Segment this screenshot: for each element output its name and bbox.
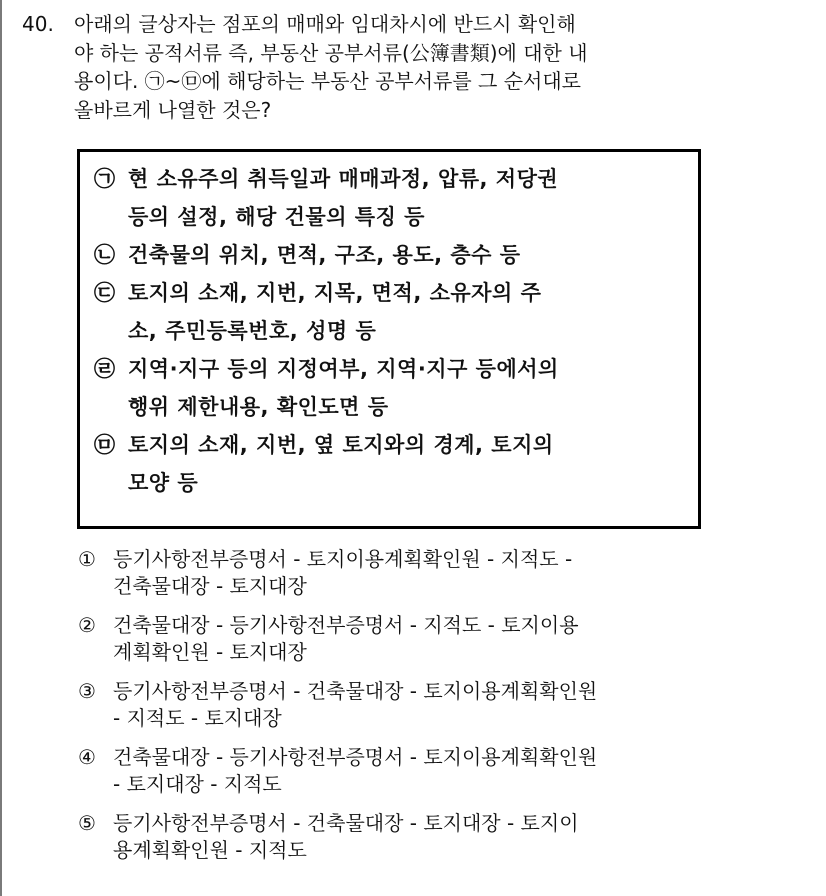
option-text [113,810,818,864]
box-item-line: 등의 설정, 해당 건물의 특징 등 [128,205,425,229]
question-stem-line: 용이다. ㉠~㉤에 해당하는 부동산 공부서류를 그 순서대로 [74,69,581,93]
option-line: 건축물대장 - 등기사항전부증명서 - 지적도 - 토지이용 [113,613,579,637]
box-item-line: 소, 주민등록번호, 성명 등 [128,319,377,343]
circled-giyeok-marker: ㉠ [94,167,116,191]
option-line: 용계획확인원 - 지적도 [113,838,307,862]
option-line: 등기사항전부증명서 - 토지이용계획확인원 - 지적도 - [113,547,573,571]
box-item-mieum [94,426,554,502]
left-margin-rule [0,0,2,896]
box-item-line: 토지의 소재, 지번, 지목, 면적, 소유자의 주 [128,281,542,305]
option-1[interactable] [78,546,818,600]
option-line: - 토지대장 - 지적도 [113,772,282,796]
option-line: 건축물대장 - 등기사항전부증명서 - 토지이용계획확인원 [113,745,598,769]
option-text [113,678,818,732]
circled-five-marker: ⑤ [78,811,96,835]
option-5[interactable] [78,810,818,864]
box-item-rieul [94,350,559,426]
question-number: 40. [22,12,54,36]
box-item-line: 모양 등 [128,471,199,495]
option-text [113,546,818,600]
answer-options [78,546,818,876]
box-item-text [128,160,558,236]
option-text [113,612,818,666]
option-3[interactable] [78,678,818,732]
question-stem [74,10,802,124]
option-line: 등기사항전부증명서 - 건축물대장 - 토지대장 - 토지이 [113,811,579,835]
box-item-line: 토지의 소재, 지번, 옆 토지와의 경계, 토지의 [128,433,554,457]
option-line: 등기사항전부증명서 - 건축물대장 - 토지이용계획확인원 [113,679,598,703]
box-item-line: 건축물의 위치, 면적, 구조, 용도, 층수 등 [128,243,521,267]
circled-three-marker: ③ [78,679,96,703]
option-line: - 지적도 - 토지대장 [113,706,282,730]
option-4[interactable] [78,744,818,798]
circled-nieun-marker: ㉡ [94,243,116,267]
question [22,10,802,124]
box-item-digeut [94,274,541,350]
box-item-giyeok [94,160,558,236]
circled-one-marker: ① [78,547,96,571]
box-item-line: 현 소유주의 취득일과 매매과정, 압류, 저당권 [128,167,559,191]
circled-two-marker: ② [78,613,96,637]
box-item-text [128,350,559,426]
question-stem-line: 아래의 글상자는 점포의 매매와 임대차시에 반드시 확인해 [74,12,576,36]
box-item-line: 행위 제한내용, 확인도면 등 [128,395,389,419]
circled-four-marker: ④ [78,745,96,769]
option-line: 계획확인원 - 토지대장 [113,640,307,664]
option-line: 건축물대장 - 토지대장 [113,574,307,598]
circled-digeut-marker: ㉢ [94,281,116,305]
option-text [113,744,818,798]
question-stem-line: 야 하는 공적서류 즉, 부동산 공부서류(公簿書類)에 대한 내 [74,40,588,65]
box-item-text [128,236,521,274]
circled-rieul-marker: ㉣ [94,357,116,381]
circled-mieum-marker: ㉤ [94,433,116,457]
question-stem-line: 올바르게 나열한 것은? [74,97,272,122]
box-item-line: 지역·지구 등의 지정여부, 지역·지구 등에서의 [128,357,559,381]
box-item-nieun [94,236,521,274]
box-item-text [128,274,541,350]
box-item-text [128,426,554,502]
info-box [77,149,701,529]
option-2[interactable] [78,612,818,666]
